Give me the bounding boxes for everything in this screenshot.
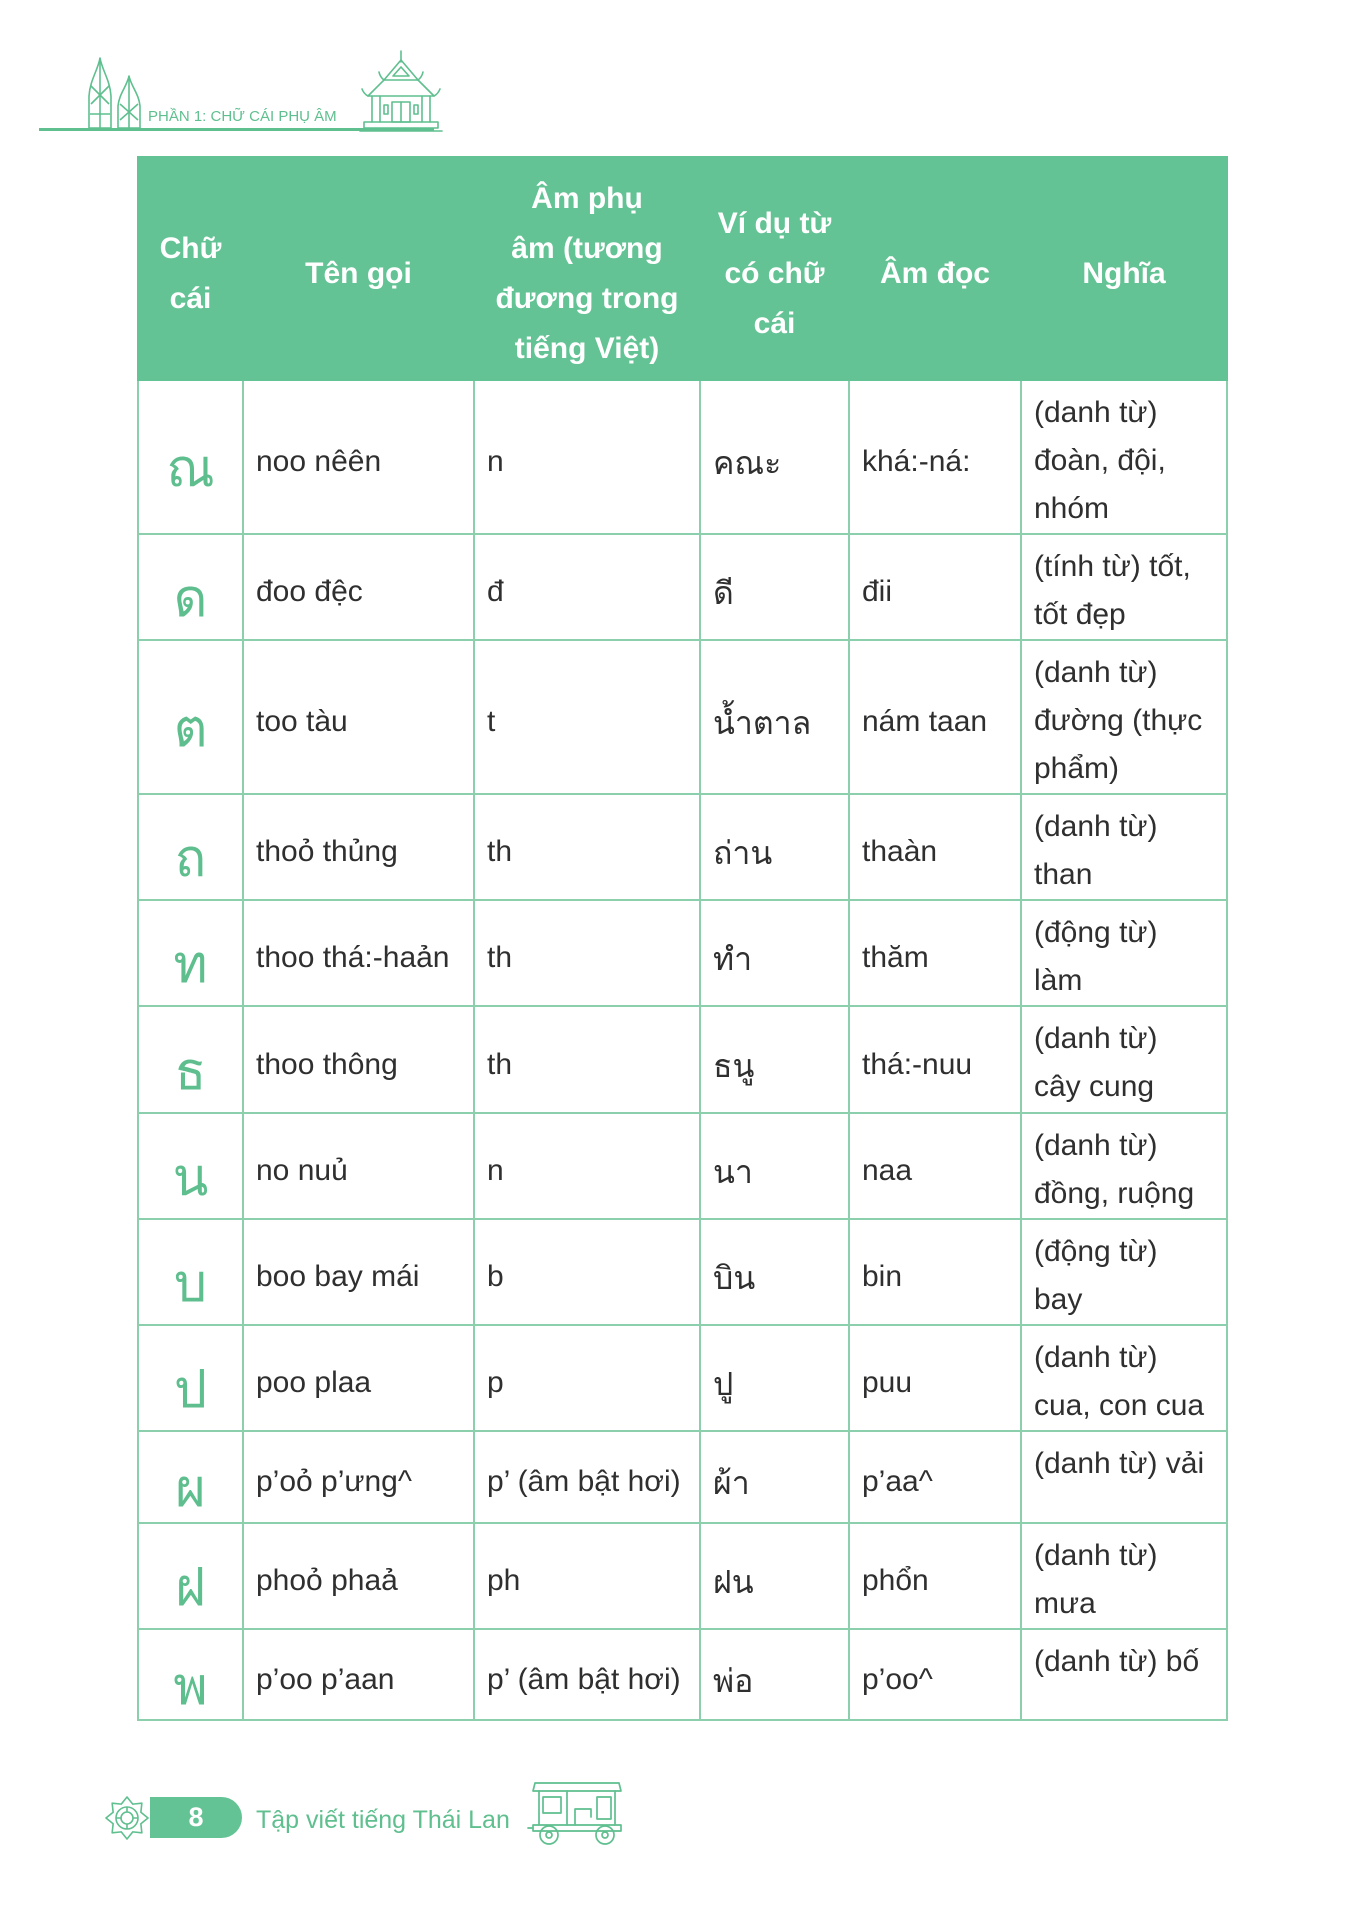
thai-letter: ต: [138, 640, 243, 794]
consonant-sound: n: [474, 1113, 700, 1219]
table-row: [138, 1325, 1227, 1431]
header-divider: [39, 128, 434, 131]
meaning-line: đoàn, đội,: [1034, 444, 1166, 477]
consonant-sound: p’ (âm bật hơi): [474, 1629, 700, 1720]
consonant-sound: ph: [474, 1523, 700, 1629]
table-header: [138, 157, 1227, 380]
column-header-line: Ví dụ từ: [717, 206, 832, 240]
table-row: [138, 1629, 1227, 1720]
thai-letter: ธ: [138, 1006, 243, 1113]
table-row: [138, 794, 1227, 900]
meaning: [1021, 794, 1227, 900]
column-header-name: [243, 157, 474, 380]
consonant-sound: đ: [474, 534, 700, 640]
pronunciation: đii: [849, 534, 1021, 640]
example-word: นา: [700, 1113, 849, 1219]
meaning-line: (danh từ) vải: [1034, 1447, 1205, 1480]
meaning: [1021, 380, 1227, 534]
thai-letter: ณ: [138, 380, 243, 534]
example-word: ฝน: [700, 1523, 849, 1629]
table-row: [138, 1431, 1227, 1523]
table-row: [138, 380, 1227, 534]
thai-letter: บ: [138, 1219, 243, 1325]
meaning: [1021, 534, 1227, 640]
column-header-line: Âm phụ: [531, 181, 643, 215]
pronunciation: puu: [849, 1325, 1021, 1431]
example-word: พ่อ: [700, 1629, 849, 1720]
column-header-line: Nghĩa: [1082, 256, 1166, 290]
example-word: ทำ: [700, 900, 849, 1006]
section-title: PHẦN 1: CHỮ CÁI PHỤ ÂM: [148, 108, 337, 125]
letter-name: poo plaa: [243, 1325, 474, 1431]
meaning-line: (danh từ): [1034, 1341, 1158, 1374]
column-header-line: Tên gọi: [305, 256, 412, 290]
table-header-row: [138, 157, 1227, 380]
example-word: คณะ: [700, 380, 849, 534]
letter-name: noo nêên: [243, 380, 474, 534]
letter-name: đoo đệc: [243, 534, 474, 640]
column-header-example: [700, 157, 849, 380]
pronunciation: naa: [849, 1113, 1021, 1219]
meaning: [1021, 1431, 1227, 1523]
column-header-line: cái: [169, 281, 212, 315]
consonant-sound: th: [474, 900, 700, 1006]
consonant-sound: t: [474, 640, 700, 794]
column-header-line: có chữ: [724, 256, 825, 290]
thai-letter: ฝ: [138, 1523, 243, 1629]
table-row: [138, 1113, 1227, 1219]
meaning-line: (động từ): [1034, 1235, 1158, 1268]
letter-name: thoỏ thủng: [243, 794, 474, 900]
column-header-line: tiếng Việt): [514, 331, 660, 365]
page-number-badge: [150, 1797, 242, 1838]
table-row: [138, 534, 1227, 640]
thai-letter: ด: [138, 534, 243, 640]
letter-name: no nuủ: [243, 1113, 474, 1219]
letter-name: p’oỏ p’ưng^: [243, 1431, 474, 1523]
pronunciation: p’oo^: [849, 1629, 1021, 1720]
meaning: [1021, 1006, 1227, 1113]
column-header-line: Âm đọc: [879, 256, 990, 290]
meaning: [1021, 1523, 1227, 1629]
pronunciation: p’aa^: [849, 1431, 1021, 1523]
meaning-line: tốt đẹp: [1034, 598, 1126, 631]
temple-icon: [358, 50, 444, 132]
thai-letter: พ: [138, 1629, 243, 1720]
meaning-line: đường (thực: [1034, 704, 1203, 737]
letter-name: too tàu: [243, 640, 474, 794]
table-row: [138, 1006, 1227, 1113]
pronunciation: thá:-nuu: [849, 1006, 1021, 1113]
thai-letter: ถ: [138, 794, 243, 900]
letter-name: p’oo p’aan: [243, 1629, 474, 1720]
thai-letter: น: [138, 1113, 243, 1219]
consonant-sound: p’ (âm bật hơi): [474, 1431, 700, 1523]
example-word: ดี: [700, 534, 849, 640]
pronunciation: bin: [849, 1219, 1021, 1325]
pronunciation: nám taan: [849, 640, 1021, 794]
stupa-icon: [85, 56, 147, 130]
example-word: น้ำตาล: [700, 640, 849, 794]
table-row: [138, 900, 1227, 1006]
meaning-line: phẩm): [1034, 752, 1120, 785]
letter-name: boo bay mái: [243, 1219, 474, 1325]
table-body: [138, 380, 1227, 1720]
example-word: บิน: [700, 1219, 849, 1325]
meaning-line: (tính từ) tốt,: [1034, 550, 1191, 583]
example-word: ปู: [700, 1325, 849, 1431]
meaning-line: (danh từ) bố: [1034, 1645, 1200, 1678]
meaning-line: (danh từ): [1034, 396, 1158, 429]
table-row: [138, 640, 1227, 794]
column-header-line: đương trong: [495, 281, 679, 315]
table-row: [138, 1219, 1227, 1325]
example-word: ธนู: [700, 1006, 849, 1113]
table-row: [138, 1523, 1227, 1629]
pronunciation: thăm: [849, 900, 1021, 1006]
meaning-line: than: [1034, 858, 1093, 891]
column-header-line: cái: [753, 306, 796, 340]
thai-letter: ท: [138, 900, 243, 1006]
lotus-icon: [104, 1795, 150, 1841]
meaning: [1021, 1219, 1227, 1325]
meaning-line: nhóm: [1034, 492, 1110, 525]
example-word: ผ้า: [700, 1431, 849, 1523]
pronunciation: thaàn: [849, 794, 1021, 900]
meaning: [1021, 1629, 1227, 1720]
meaning: [1021, 1113, 1227, 1219]
column-header-line: âm (tương: [511, 231, 663, 265]
meaning-line: làm: [1034, 964, 1083, 997]
letter-name: thoo thông: [243, 1006, 474, 1113]
letter-name: phoỏ phaả: [243, 1523, 474, 1629]
consonant-sound: b: [474, 1219, 700, 1325]
consonant-sound: n: [474, 380, 700, 534]
thai-letter: ผ: [138, 1431, 243, 1523]
thai-letter: ป: [138, 1325, 243, 1431]
consonant-sound: th: [474, 794, 700, 900]
book-title: Tập viết tiếng Thái Lan: [256, 1806, 510, 1834]
meaning: [1021, 640, 1227, 794]
meaning-line: bay: [1034, 1283, 1083, 1316]
meaning-line: cua, con cua: [1034, 1389, 1205, 1422]
meaning-line: (danh từ): [1034, 656, 1158, 689]
column-header-letter: [138, 157, 243, 380]
page-number: 8: [188, 1802, 204, 1832]
meaning-line: (danh từ): [1034, 1022, 1158, 1055]
example-word: ถ่าน: [700, 794, 849, 900]
meaning-line: (danh từ): [1034, 1539, 1158, 1572]
meaning-line: (động từ): [1034, 916, 1158, 949]
meaning-line: mưa: [1034, 1587, 1096, 1620]
meaning: [1021, 1325, 1227, 1431]
meaning: [1021, 900, 1227, 1006]
column-header-meaning: [1021, 157, 1227, 380]
meaning-line: đồng, ruộng: [1034, 1177, 1195, 1210]
letter-name: thoo thá:-haản: [243, 900, 474, 1006]
meaning-line: (danh từ): [1034, 1129, 1158, 1162]
pronunciation: phổn: [849, 1523, 1021, 1629]
meaning-line: (danh từ): [1034, 810, 1158, 843]
pronunciation: khá:-ná:: [849, 380, 1021, 534]
column-header-reading: [849, 157, 1021, 380]
tuk-tuk-icon: [527, 1779, 625, 1845]
consonant-sound: th: [474, 1006, 700, 1113]
column-header-sound: [474, 157, 700, 380]
column-header-line: Chữ: [159, 231, 222, 265]
consonant-sound: p: [474, 1325, 700, 1431]
meaning-line: cây cung: [1034, 1070, 1155, 1103]
consonant-table: [137, 156, 1228, 1721]
